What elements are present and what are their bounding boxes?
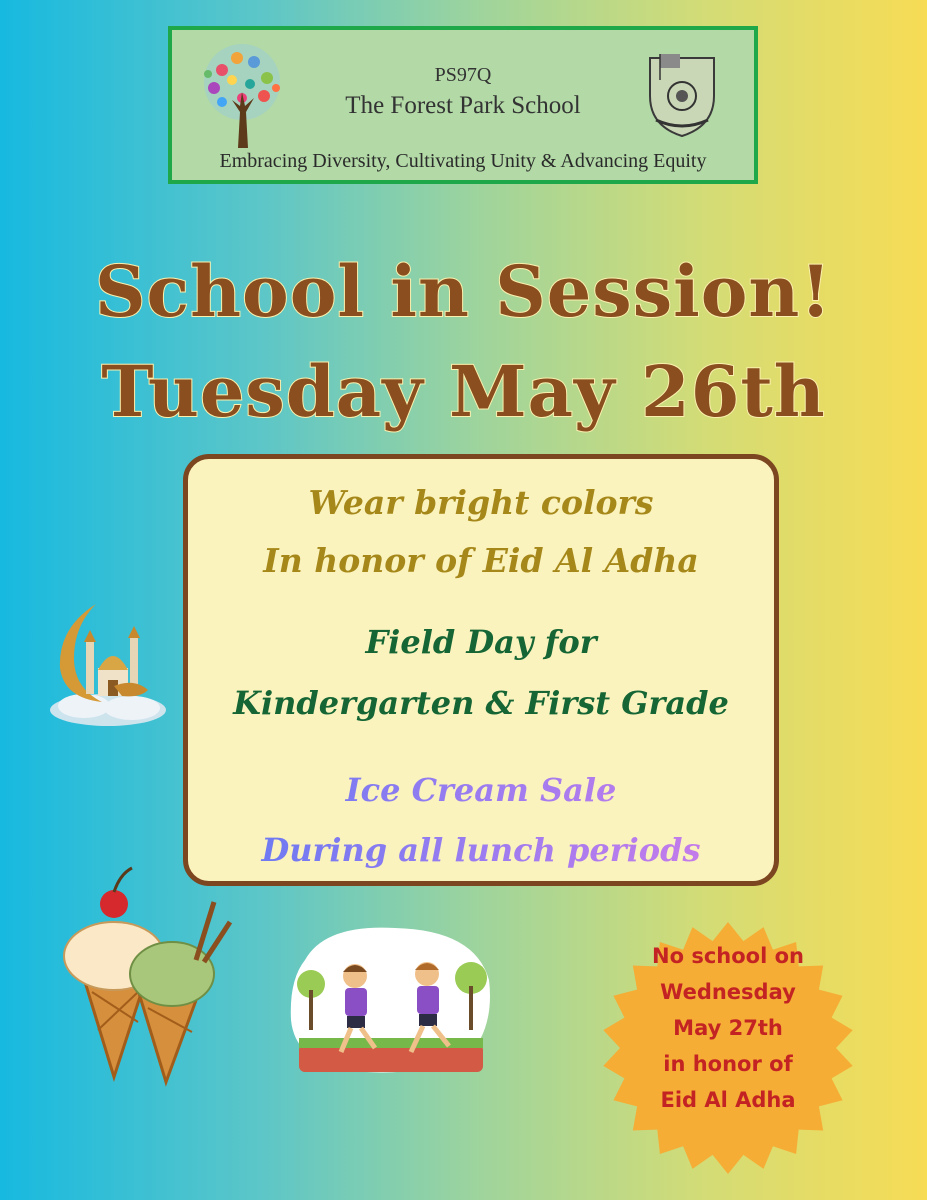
info-line-3: Field Day for xyxy=(365,623,597,661)
ice-cream-icon xyxy=(62,862,242,1087)
info-line-6: During all lunch periods xyxy=(188,831,774,869)
school-code: PS97Q xyxy=(434,64,492,86)
school-header xyxy=(168,26,758,184)
school-name: The Forest Park School xyxy=(345,92,581,119)
info-line-2: In honor of Eid Al Adha xyxy=(263,541,699,580)
info-line-1: Wear bright colors xyxy=(308,483,654,522)
notice-line-2: Wednesday xyxy=(660,980,796,1004)
headline-line-1: School in Session! xyxy=(94,250,833,333)
notice-line-4: in honor of xyxy=(663,1052,793,1076)
notice-line-1: No school on xyxy=(652,944,804,968)
notice-line-3: May 27th xyxy=(673,1016,783,1040)
no-school-notice xyxy=(618,938,838,1118)
crescent-mosque-icon xyxy=(44,598,174,733)
event-info-box xyxy=(183,454,779,886)
info-line-5: Ice Cream Sale xyxy=(188,771,774,809)
runners-icon xyxy=(285,920,495,1080)
school-crest-icon xyxy=(642,50,722,140)
headline-line-2: Tuesday May 26th xyxy=(101,350,826,433)
info-line-4: Kindergarten & First Grade xyxy=(233,684,729,722)
notice-line-5: Eid Al Adha xyxy=(660,1088,796,1112)
school-motto: Embracing Diversity, Cultivating Unity & Advancing Equity xyxy=(219,150,707,172)
